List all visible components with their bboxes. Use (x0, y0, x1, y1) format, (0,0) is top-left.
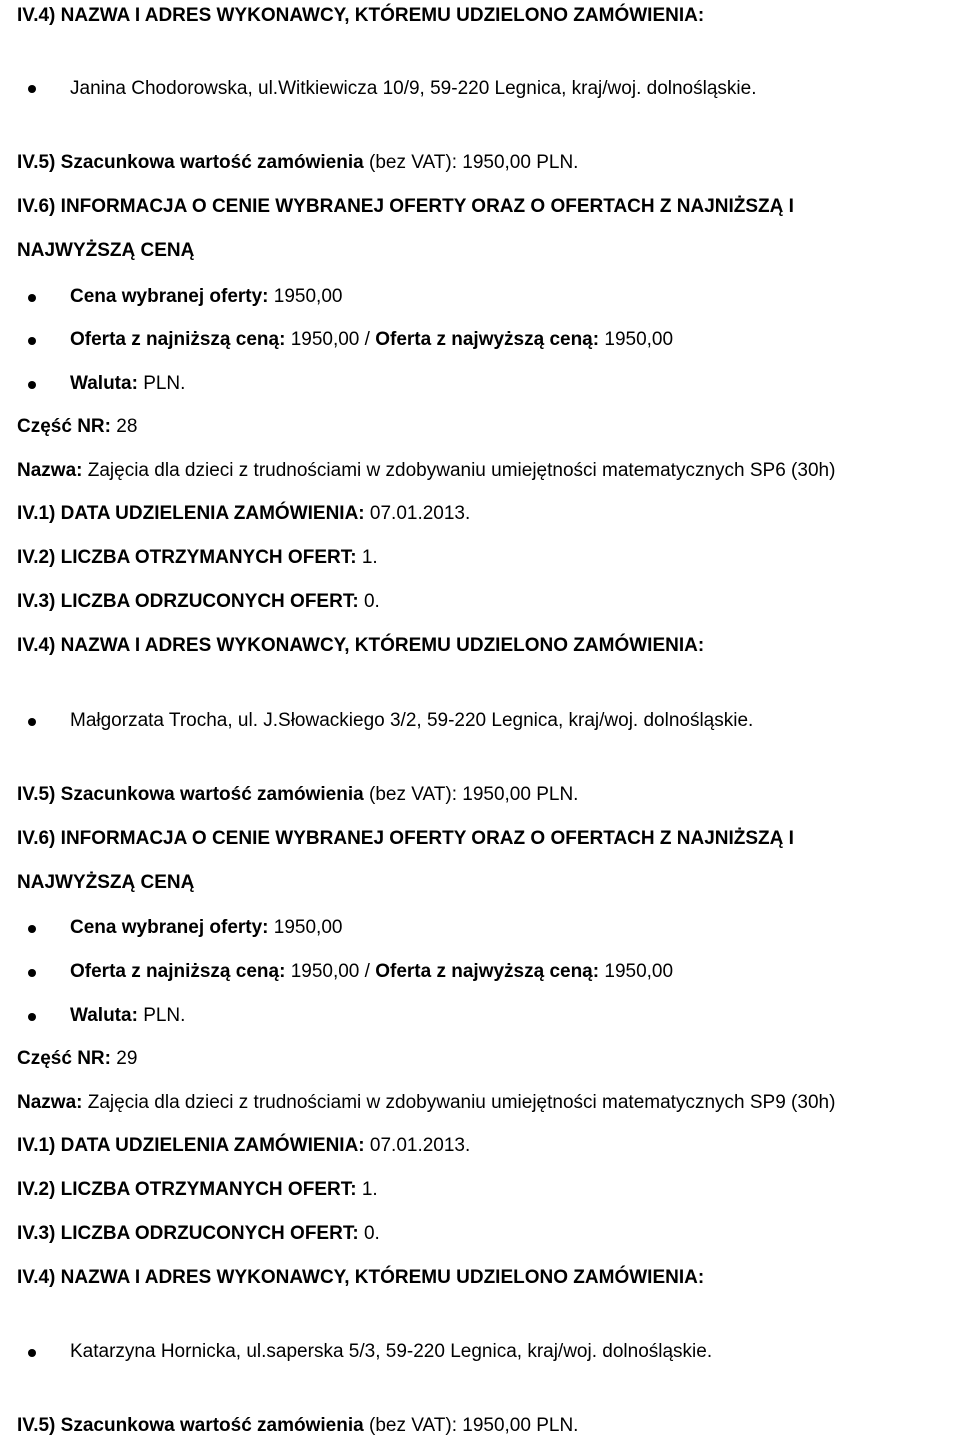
contractor-address: Janina Chodorowska, ul.Witkiewicza 10/9, 59-220 Legnica, kraj/woj. dolnośląskie. (70, 78, 757, 99)
bullet-icon (28, 294, 36, 302)
offers-received-label: IV.2) LICZBA OTRZYMANYCH OFERT: (17, 547, 357, 568)
selected-price-value: 1950,00 (273, 286, 343, 307)
highest-offer-value: 1950,00 (604, 961, 674, 982)
bullet-icon (28, 85, 36, 93)
currency-label: Waluta: (70, 1005, 138, 1026)
award-date-label: IV.1) DATA UDZIELENIA ZAMÓWIENIA: (17, 1135, 365, 1156)
estimated-value (17, 152, 578, 174)
highest-offer-value: 1950,00 (604, 329, 674, 350)
part-number (17, 1048, 137, 1070)
section-heading-iv4: IV.4) NAZWA I ADRES WYKONAWCY, KTÓREMU UDZIELONO ZAMÓWIENIA: (17, 1267, 705, 1288)
part-number-label: Część NR: (17, 1048, 111, 1069)
bullet-icon (28, 337, 36, 345)
lowest-highest-offer (70, 329, 673, 351)
estimated-value (17, 784, 578, 806)
estimated-value-label: IV.5) Szacunkowa wartość zamówienia (17, 784, 364, 805)
lowest-offer-value: 1950,00 / (290, 329, 370, 350)
part-name-label: Nazwa: (17, 460, 83, 481)
selected-price-label: Cena wybranej oferty: (70, 286, 269, 307)
award-date (17, 1135, 470, 1157)
section-heading-iv4: IV.4) NAZWA I ADRES WYKONAWCY, KTÓREMU UDZIELONO ZAMÓWIENIA: (17, 635, 705, 656)
currency-value: PLN. (143, 1005, 186, 1026)
section-heading-iv6-cont: NAJWYŻSZĄ CENĄ (17, 872, 195, 893)
part-number (17, 416, 137, 438)
offers-rejected (17, 591, 380, 613)
offers-received-value: 1. (361, 547, 378, 568)
lowest-offer-label: Oferta z najniższą ceną: (70, 961, 286, 982)
lowest-offer-value: 1950,00 / (290, 961, 370, 982)
estimated-value-amount: (bez VAT): 1950,00 PLN. (369, 1415, 579, 1436)
offers-received-value: 1. (361, 1179, 378, 1200)
section-heading-iv6-cont: NAJWYŻSZĄ CENĄ (17, 240, 195, 261)
part-number-label: Część NR: (17, 416, 111, 437)
part-name (17, 460, 835, 482)
lowest-offer-label: Oferta z najniższą ceną: (70, 329, 286, 350)
part-number-value: 29 (116, 1048, 138, 1069)
section-heading-iv6: IV.6) INFORMACJA O CENIE WYBRANEJ OFERTY ORAZ O OFERTACH Z NAJNIŻSZĄ I (17, 196, 794, 217)
offers-rejected-value: 0. (363, 1223, 380, 1244)
selected-price-value: 1950,00 (273, 917, 343, 938)
highest-offer-label: Oferta z najwyższą ceną: (375, 329, 600, 350)
estimated-value-label: IV.5) Szacunkowa wartość zamówienia (17, 1415, 364, 1436)
section-heading-iv4: IV.4) NAZWA I ADRES WYKONAWCY, KTÓREMU UDZIELONO ZAMÓWIENIA: (17, 5, 705, 26)
estimated-value-amount: (bez VAT): 1950,00 PLN. (369, 152, 579, 173)
estimated-value-label: IV.5) Szacunkowa wartość zamówienia (17, 152, 364, 173)
offers-rejected (17, 1223, 380, 1245)
bullet-icon (28, 1013, 36, 1021)
bullet-icon (28, 969, 36, 977)
offers-received (17, 1179, 378, 1201)
selected-offer-price (70, 917, 342, 939)
currency-label: Waluta: (70, 373, 138, 394)
estimated-value (17, 1415, 578, 1437)
currency (70, 1005, 185, 1027)
offers-rejected-label: IV.3) LICZBA ODRZUCONYCH OFERT: (17, 591, 359, 612)
part-name-label: Nazwa: (17, 1092, 83, 1113)
part-name-value: Zajęcia dla dzieci z trudnościami w zdobywaniu umiejętności matematycznych SP6 (30h) (87, 460, 836, 481)
award-date-value: 07.01.2013. (369, 503, 471, 524)
bullet-icon (28, 718, 36, 726)
offers-rejected-label: IV.3) LICZBA ODRZUCONYCH OFERT: (17, 1223, 359, 1244)
lowest-highest-offer (70, 961, 673, 983)
contractor-address: Małgorzata Trocha, ul. J.Słowackiego 3/2, 59-220 Legnica, kraj/woj. dolnośląskie. (70, 710, 754, 731)
selected-price-label: Cena wybranej oferty: (70, 917, 269, 938)
currency-value: PLN. (143, 373, 186, 394)
award-date (17, 503, 470, 525)
selected-offer-price (70, 286, 342, 308)
section-heading-iv6: IV.6) INFORMACJA O CENIE WYBRANEJ OFERTY ORAZ O OFERTACH Z NAJNIŻSZĄ I (17, 828, 794, 849)
offers-received (17, 547, 378, 569)
bullet-icon (28, 925, 36, 933)
offers-rejected-value: 0. (363, 591, 380, 612)
contractor-address: Katarzyna Hornicka, ul.saperska 5/3, 59-220 Legnica, kraj/woj. dolnośląskie. (70, 1341, 713, 1362)
bullet-icon (28, 381, 36, 389)
award-date-label: IV.1) DATA UDZIELENIA ZAMÓWIENIA: (17, 503, 365, 524)
award-date-value: 07.01.2013. (369, 1135, 471, 1156)
highest-offer-label: Oferta z najwyższą ceną: (375, 961, 600, 982)
part-name-value: Zajęcia dla dzieci z trudnościami w zdobywaniu umiejętności matematycznych SP9 (30h) (87, 1092, 836, 1113)
estimated-value-amount: (bez VAT): 1950,00 PLN. (369, 784, 579, 805)
currency (70, 373, 185, 395)
part-number-value: 28 (116, 416, 138, 437)
offers-received-label: IV.2) LICZBA OTRZYMANYCH OFERT: (17, 1179, 357, 1200)
part-name (17, 1092, 835, 1114)
bullet-icon (28, 1349, 36, 1357)
